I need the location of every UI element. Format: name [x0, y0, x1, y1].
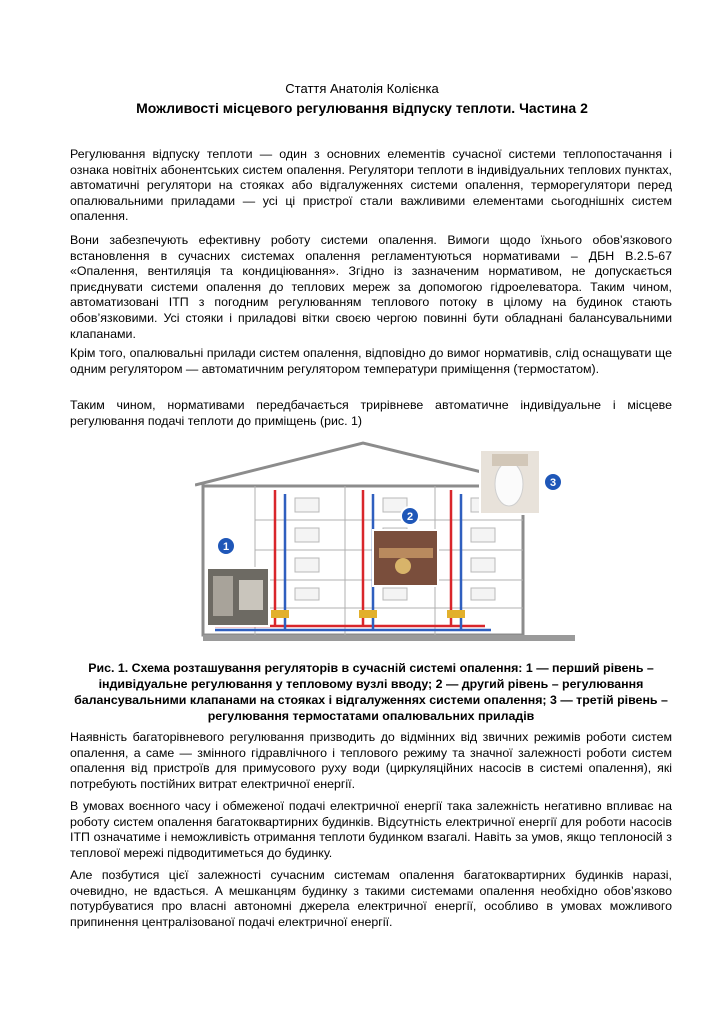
paragraph-1: Регулювання відпуску теплоти — один з основних елементів сучасної системи теплопостачання і ознака новітніх абонентських систем опалення. Регулятори теплоти в індивідуальних теплових пунктах, автоматичні регулятори на стояках або відгалуженнях системи опалення, терморегулятори перед опалювальними приладами — усі ці пристрої стали важливими елементами сьогоднішніх систем опалення. — [70, 147, 672, 224]
heating-system-diagram — [195, 440, 575, 650]
paragraph-2: Вони забезпечують ефективну роботу системи опалення. Вимоги щодо їхнього обов’язкового встановлення в сучасних системах опалення регламентуються нормативами – ДБН В.2.5-67 «Опалення, вентиляція та кондиціювання». Згідно із зазначеним нормативом, не допускається приєднувати системи опалення до теплових мереж за допомогою гідроелеватора. Таким чином, автоматизовані ІТП з погодним регулюванням теплового потоку в цілому на будинок стають обов’язковими. Усі стояки і приладові вітки своєю чергою повинні бути обладнані балансувальними клапанами. — [70, 233, 672, 341]
article-title: Можливості місцевого регулювання відпуску теплоти. Частина 2 — [136, 100, 588, 116]
paragraph-6: В умовах воєнного часу і обмеженої подачі електричної енергії така залежність негативно впливає на роботу систем опалення багатоквартирних будинків. Відсутність електричної енергії для роботи насосів ІТП означатиме і неможливість отримання теплоти будинком взагалі. Навіть за умов, якщо теплоносій з теплової мережі підводитиметься до будинку. — [70, 799, 672, 860]
paragraph-3: Крім того, опалювальні прилади систем опалення, відповідно до вимог нормативів, слід оснащувати ще одним регулятором — автоматичним регулятором температури приміщення (термостатом). — [70, 346, 672, 376]
heating-system-figure — [195, 440, 575, 650]
balancing-valves — [271, 610, 465, 618]
marker-3-label: 3 — [549, 477, 557, 489]
marker-3 — [544, 473, 562, 491]
paragraph-5: Наявність багаторівневого регулювання призводить до відмінних від звичних режимів роботи систем опалення, а саме — змінного гідравлічного і теплового режиму та значної залежності роботи систем опалення від пристроїв для примусового руху води (циркуляційних насосів в системі опалення), які потребують постійних витрат електричної енергії. — [70, 730, 672, 791]
figure-caption: Рис. 1. Схема розташування регуляторів в сучасній системі опалення: 1 — перший рівень – індивідуальне регулювання у тепловому вузлі вводу; 2 — другий рівень – регулювання балансувальними клапанами на стояках і відгалуженнях системи опалення; 3 — третій рівень – регулювання термостатами опалювальних приладів — [74, 661, 668, 723]
marker-2 — [401, 507, 419, 525]
paragraph-4: Таким чином, нормативами передбачається трирівневе автоматичне індивідуальне і місцеве регулювання подачі теплоти до приміщень (рис. 1) — [70, 398, 672, 428]
marker-1 — [217, 537, 235, 555]
ground — [203, 635, 575, 641]
marker-2-label: 2 — [406, 511, 414, 523]
article-author: Стаття Анатолія Колієнка — [285, 81, 439, 96]
paragraph-7: Але позбутися цієї залежності сучасним системам опалення багатоквартирних будинків наразі, очевидно, не вдасться. А мешканцям будинку з такими системами опалення необхідно обов’язково потурбуватися про власні автономні джерела електричної енергії, особливо в умовах можливого припинення централізованої подачі електричної енергії. — [70, 868, 672, 929]
marker-1-label: 1 — [222, 541, 230, 553]
